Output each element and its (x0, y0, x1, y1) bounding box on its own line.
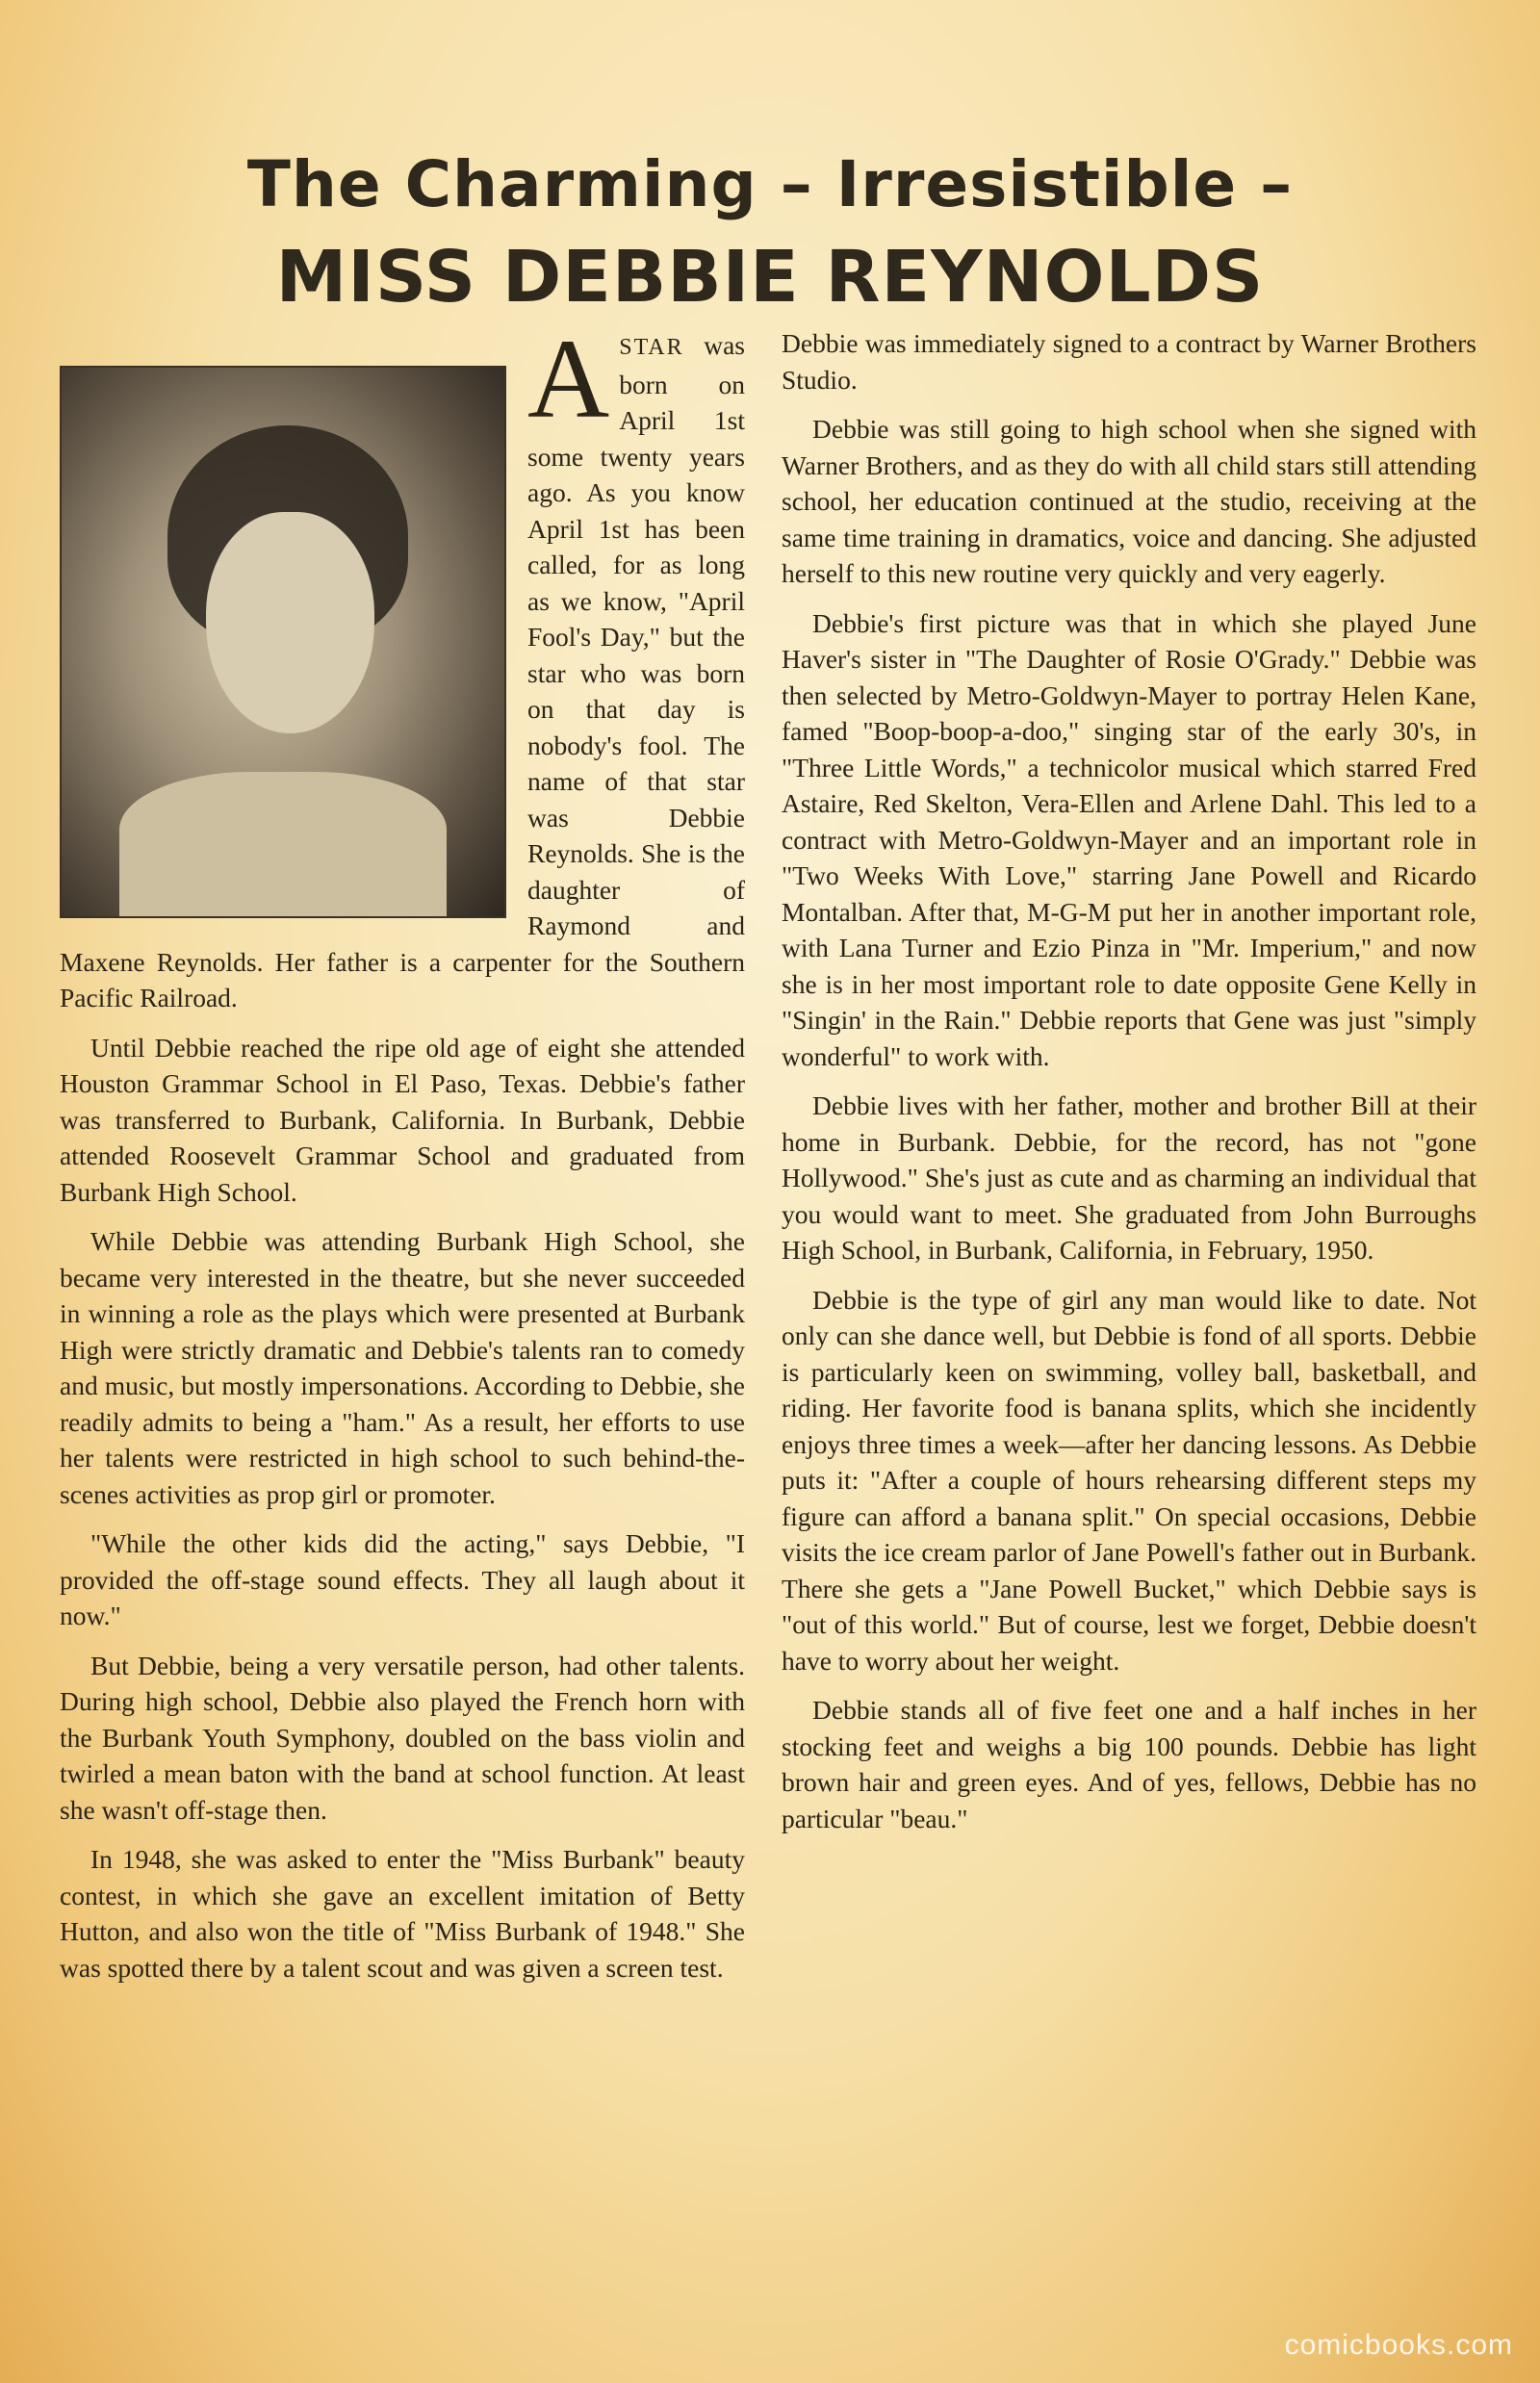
paragraph: Debbie is the type of girl any man would like to date. Not only can she dance well, but Debbie is fond of all sports. Debbie is particularly keen on swimming, volley ball, basketball, and riding. Her favorite food is banana splits, which she incidently enjoys three times a week—after her dancing lessons. As Debbie puts it: "After a couple of hours rehearsing different steps my figure can afford a banana split." On special occasions, Debbie visits the ice cream parlor of Jane Powell's father out in Burbank. There she gets a "Jane Powell Bucket," which Debbie says is "out of this world." But of course, lest we forget, Debbie doesn't have to worry about her weight. (782, 1284, 1476, 1676)
paragraph: Debbie stands all of five feet one and a half inches in her stocking feet and weighs a big 100 pounds. Debbie has light brown hair and green eyes. And of yes, fellows, Debbie has no particular "beau." (782, 1695, 1476, 1833)
title-line-2: MISS DEBBIE REYNOLDS (275, 236, 1265, 320)
portrait-photo (60, 366, 506, 918)
paragraph: Debbie was immediately signed to a contract by Warner Brothers Studio. (782, 328, 1476, 395)
left-column (60, 316, 745, 1999)
paragraph: Debbie lives with her father, mother and brother Bill at their home in Burbank. Debbie, for the record, has not "gone Hollywood." She's just as cute and as charming an individual that you would want to meet. She graduated from John Burroughs High School, in Burbank, California, in February, 1950. (782, 1090, 1476, 1265)
photo-face-shape (206, 512, 374, 733)
title-line-1: The Charming – Irresistible – (246, 147, 1294, 222)
paragraph: Until Debbie reached the ripe old age of eight she attended Houston Grammar School in El Paso, Texas. Debbie's father was transferred to Burbank, California. In Burbank, Debbie attended Roosevelt Grammar School and graduated from Burbank High School. (60, 1032, 745, 1207)
photo-collar-shape (119, 772, 447, 916)
article-title (0, 141, 1540, 325)
paragraph: While Debbie was attending Burbank High School, she became very interested in the theatre, but she never succeeded in winning a role as the plays which were presented at Burbank High were strictly dramatic and Debbie's talents ran to comedy and music, but mostly impersonations. According to Debbie, she readily admits to being a "ham." As a result, her efforts to use her talents were restricted in high school to such behind-the-scenes activities as prop girl or promoter. (60, 1226, 745, 1509)
paragraph: But Debbie, being a very versatile person, had other talents. During high school, Debbie also played the French horn with the Burbank Youth Symphony, doubled on the bass violin and twirled a mean baton with the band at school function. At least she wasn't off-stage then. (60, 1650, 745, 1825)
lead-smallcaps: STAR (619, 335, 684, 360)
drop-cap: A (527, 316, 610, 442)
paragraph: "While the other kids did the acting," says Debbie, "I provided the off-stage sound effects. They all laugh about it now." (60, 1528, 745, 1630)
lead-text: was born on April 1st some twenty years ago. As you know April 1st has been called, for as long as we know, "April Fool's Day," but the star who was born on that day is nobody's fool. The name of that star was Debbie Reynolds. She is the daughter of Raymond and Maxene Reynolds. Her father is a carpenter for the Southern Pacific Railroad. (60, 330, 745, 1012)
right-column (782, 325, 1476, 1850)
paragraph: In 1948, she was asked to enter the "Miss Burbank" beauty contest, in which she gave an excellent imitation of Betty Hutton, and also won the title of "Miss Burbank of 1948." She was spotted there by a talent scout and was given a screen test. (60, 1844, 745, 1983)
paragraph: Debbie's first picture was that in which she played June Haver's sister in "The Daughter of Rosie O'Grady." Debbie was then selected by Metro-Goldwyn-Mayer to portray Helen Kane, famed "Boop-boop-a-doo," singing star of the early 30's, in "Three Little Words," a technicolor musical which starred Fred Astaire, Red Skelton, Vera-Ellen and Arlene Dahl. This led to a contract with Metro-Goldwyn-Mayer and an important role in "Two Weeks With Love," starring Jane Powell and Ricardo Montalban. After that, M-G-M put her in another important role, with Lana Turner and Ezio Pinza in "Mr. Imperium," and now she is in her most important role to date opposite Gene Kelly in "Singin' in the Rain." Debbie reports that Gene was just "simply wonderful" to work with. (782, 607, 1476, 1071)
site-watermark: comicbooks.com (1284, 2329, 1513, 2361)
paragraph: Debbie was still going to high school when she signed with Warner Brothers, and as they do with all child stars still attending school, her education continued at the studio, receiving at the same time training in dramatics, voice and dancing. She adjusted herself to this new routine very quickly and very eagerly. (782, 414, 1476, 588)
